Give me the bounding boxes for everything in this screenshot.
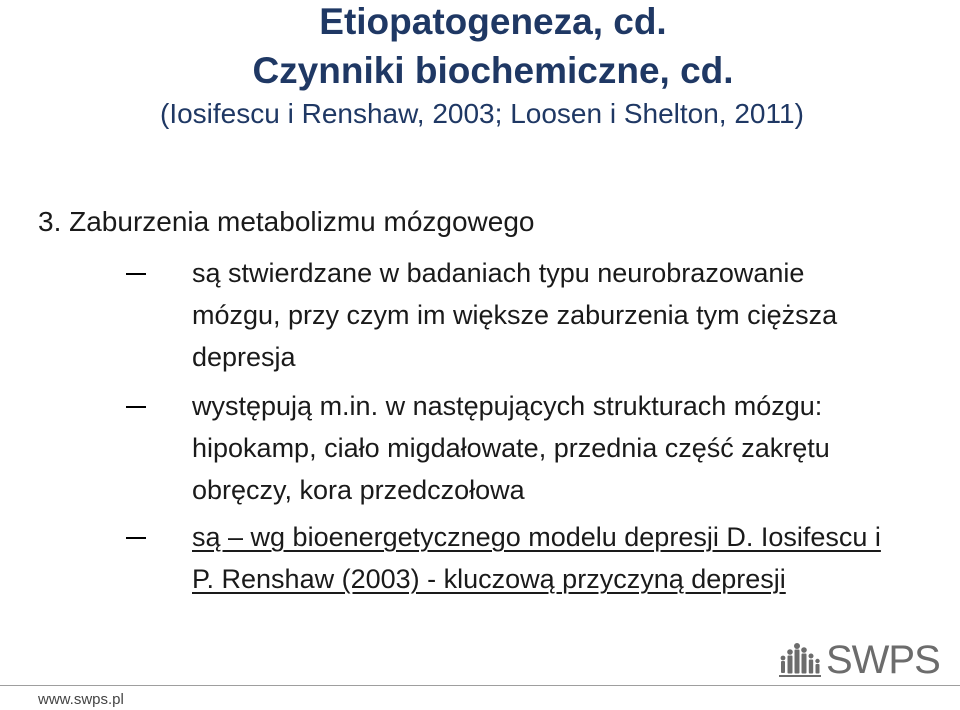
bullet-dash-icon [126, 537, 146, 539]
bullet-line: występują m.in. w następujących strukturach mózgu: [192, 391, 823, 421]
citation: (Iosifescu i Renshaw, 2003; Loosen i Shelton, 2011) [160, 98, 804, 129]
bullet-line: są stwierdzane w badaniach typu neurobrazowanie [192, 258, 805, 288]
bullet-line: obręczy, kora przedczołowa [192, 475, 525, 505]
swps-figures-icon [778, 638, 822, 680]
bullet-dash-icon [126, 406, 146, 408]
swps-logo-text: SWPS [826, 638, 940, 682]
bullet-item [192, 252, 960, 378]
bullet-dash-icon [126, 273, 146, 275]
footer-url[interactable]: www.swps.pl [38, 691, 124, 708]
slide-title-line-2: Czynniki biochemiczne, cd. [252, 50, 734, 91]
bullet-line: mózgu, przy czym im większe zaburzenia tym cięższa [192, 300, 838, 330]
bullet-item [192, 516, 960, 600]
bullet-line: hipokamp, ciało migdałowate, przednia część zakrętu [192, 433, 830, 463]
footer-divider [0, 685, 960, 686]
bullet-line: są – wg bioenergetycznego modelu depresji D. Iosifescu i [192, 522, 881, 552]
slide-title-line-1: Etiopatogeneza, cd. [319, 1, 667, 42]
bullet-line: P. Renshaw (2003) - kluczową przyczyną depresji [192, 564, 786, 594]
section-heading: 3. Zaburzenia metabolizmu mózgowego [38, 206, 535, 237]
bullet-line: depresja [192, 342, 296, 372]
bullet-item [192, 385, 960, 511]
